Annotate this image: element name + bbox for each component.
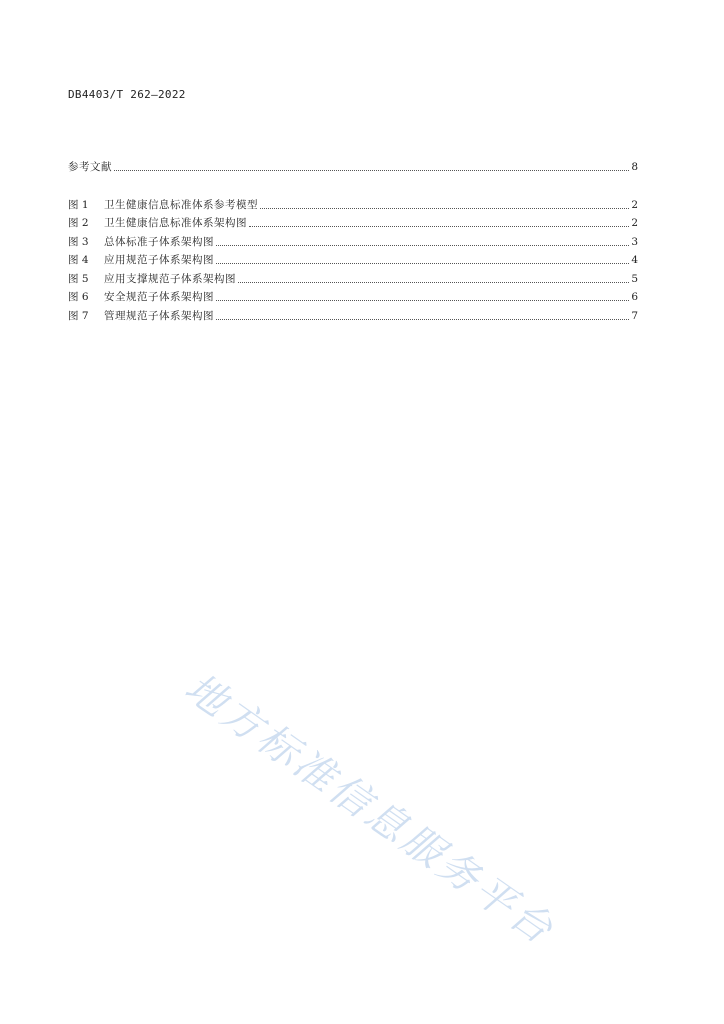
toc-entry-figure[interactable] xyxy=(68,230,638,249)
toc-figure-title: 卫生健康信息标准体系参考模型 xyxy=(104,198,258,211)
toc-figure-number: 图 1 xyxy=(68,198,89,211)
toc-figure-page: 7 xyxy=(631,309,638,322)
toc-figure-page: 4 xyxy=(631,254,638,266)
toc-figure-number: 图 5 xyxy=(68,272,89,285)
toc-figure-title: 应用支撑规范子体系架构图 xyxy=(104,272,236,285)
toc-leader-dots xyxy=(249,226,629,227)
toc-figure-title: 总体标准子体系架构图 xyxy=(104,235,214,248)
toc-leader-dots xyxy=(216,263,629,264)
toc-leader-dots xyxy=(260,208,629,209)
toc-figure-title: 应用规范子体系架构图 xyxy=(104,254,214,266)
toc-figure-number: 图 3 xyxy=(68,235,89,248)
toc-figure-page: 6 xyxy=(631,291,638,303)
toc-entry-page: 8 xyxy=(631,160,638,173)
toc-figure-page: 2 xyxy=(631,198,638,211)
toc-entry-figure[interactable] xyxy=(68,212,638,231)
toc-figure-page: 3 xyxy=(631,235,638,248)
toc-leader-dots xyxy=(238,282,629,283)
toc-figure-number: 图 4 xyxy=(68,254,89,266)
toc-figure-page: 2 xyxy=(631,217,638,229)
toc-entry-figure[interactable] xyxy=(68,249,638,268)
toc-figure-page: 5 xyxy=(631,272,638,285)
toc-figure-number: 图 6 xyxy=(68,291,89,303)
toc-figure-number: 图 7 xyxy=(68,309,89,322)
toc-entry-figure[interactable] xyxy=(68,267,638,286)
toc-entry-figure[interactable] xyxy=(68,304,638,323)
toc-leader-dots xyxy=(216,245,629,246)
toc-references xyxy=(68,155,638,174)
watermark-text: 地方标准信息服务平台 xyxy=(176,664,564,955)
toc-figure-title: 卫生健康信息标准体系架构图 xyxy=(104,217,247,229)
toc-figure-number: 图 2 xyxy=(68,217,89,229)
toc-entry-references[interactable] xyxy=(68,155,638,174)
toc-figure-title: 管理规范子体系架构图 xyxy=(104,309,214,322)
toc-figure-title: 安全规范子体系架构图 xyxy=(104,291,214,303)
toc-entry-title: 参考文献 xyxy=(68,160,112,173)
toc-figures-list xyxy=(68,193,638,323)
toc-entry-figure[interactable] xyxy=(68,193,638,212)
toc-leader-dots xyxy=(216,319,629,320)
toc-leader-dots xyxy=(114,170,629,171)
toc-leader-dots xyxy=(216,300,629,301)
toc-entry-figure[interactable] xyxy=(68,286,638,305)
document-code: DB4403/T 262—2022 xyxy=(68,88,186,101)
